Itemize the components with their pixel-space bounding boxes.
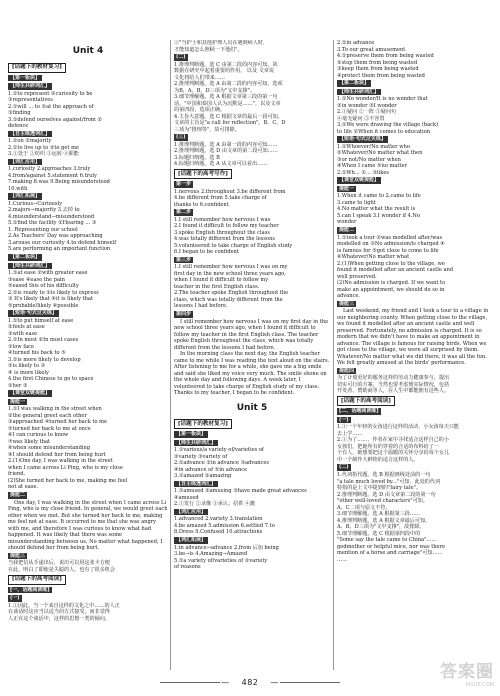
sub-heading: 【第二板块】 [10,253,41,260]
answer-line: defence [8,123,29,130]
answer-line: to life ②When it comes to education [337,128,431,135]
answer-line: 3.①defend ourselves against/from ② [8,116,102,123]
answer-line: ⑧when some misunderstanding [8,445,91,452]
answer-line: 4.No matter what the result is [337,206,416,213]
answer-line: 2.I found it difficult to follow my teacher [174,223,279,230]
sub-heading-row [337,226,493,235]
answer-line: 3.①is more likely to develop [8,356,81,363]
answer-line: ⑥Whatever/No matter what [337,254,410,261]
sub-heading-row [174,53,330,62]
answer-line: friend. [8,471,26,478]
answer-line: is famous for ⑤got close to come to life [337,247,439,254]
answer-line: 去上学…… [337,430,363,437]
sub-heading: (一) [339,416,349,423]
sub-heading: [二、话题阅读练] [339,408,379,415]
answer-line: 2.①is ready to ②is likely to express [8,289,99,296]
page-number: — 482 — [221,678,279,687]
answer-line: ⑥I can curious to know [8,432,69,439]
answer-line: modelled on ③No admission/is charged ④ [337,241,445,248]
sub-heading: 【第二板块】 [339,80,370,86]
answer-line: ②her ③ [8,382,28,389]
unit-title: Unit 4 [72,46,104,56]
sub-heading-row [337,367,493,376]
sub-heading: 【第一板块】 [176,431,207,438]
answer-line: 当我把信从手递出后，说出可以用这张卡方便 [8,560,110,567]
answer-line: 2.(1)When getting close to the village, we [337,260,445,267]
answer-line: 10.with [8,185,28,192]
sub-heading: 【课堂双链提能】 [10,390,51,397]
answer-line: 3.came to light [337,199,376,206]
answer-line: 2.①Wh... ②... ③likes [337,169,390,176]
answer-line: not at ease. [8,484,39,491]
answer-line: 才能知道怎么照顾一下他们"。 [174,46,243,53]
answer-line: ②feels at ease [8,324,45,331]
answer-line: ④in advance of ⑤in advance [174,466,248,473]
answer-line: …… [337,556,348,563]
answer-line: 中一个制作大鲜艳的适合这样的人。 [337,456,419,463]
sub-heading: 【词汇应用】 [176,508,207,515]
sub-heading-row [8,158,168,167]
answer-line: 1.①on ②majority [8,138,52,145]
section-heading: [话题下的教材复习] [174,419,232,429]
sub-heading-row [8,309,168,318]
answer-line: 开发者、赞助商等人，在人生中都能拥有这些人。 [337,388,450,395]
sub-heading: 【自主练透词汇】 [176,480,217,487]
answer-line: lessons I had before. [174,303,228,310]
answer-line: make an appointment, we should do so in [337,286,445,293]
page-number-text: 482 [241,678,259,687]
answer-line: 1.When it came to 2.came to life [337,193,421,200]
answer-line: 2.As Teachers' Day was approaching [8,233,103,240]
answer-line: mention of a horse and carriage"可知…… [337,550,443,557]
answer-line: ③representatives [8,97,53,104]
answer-paragraph: One day, I was walking in the street when I came across Li Ping, who is my close friend. In general, we would greet each other when we met. But she turned her back to me, making me feel not at ease. It occurred to me that she was angry with me, and therefore I was curious to know what had happened. It was likely that there was some misunderstanding between us. No matter what happened, I should defend her from being hurt. [8,499,168,552]
answer-line: 1.①Whoever/No matter who [337,143,410,150]
answer-line: ④protect them from being wasted [337,72,425,79]
sub-heading-row [8,398,168,407]
answer-line: 1.代词指代题。选 B 根据画线处前的一句 [337,472,431,479]
answer-line: 1.I still remember how nervous I was [174,216,271,223]
answer-line: when I found it difficult to follow my [174,277,269,284]
answer-paragraph: Last weekend, my friend and I took a tour to a village in our neighboring county. When getting close to the village, we found it modelled after an ancient castle and well preserved. Fortunately, no admission is charged. It is so modern that we didn't have to make an appointment in advance. The village is famous for raising birds. When we got close to the village, we were all surprised by them. Whatever/No matter what we did there, it was all the fun. We felt greatly amused at the birds' performance. [337,308,489,367]
answer-line: 1.①amused ②amusing ③have made great advances [174,488,307,495]
answer-line: 3.①We were drawing the village (back) [337,122,439,129]
answer-paragraph: I still remember how nervous I was on my first day in the new school three years ago, when I found it difficult to follow my teacher in the first English class. The teacher spoke English throughout the class, which was totally different from the lessons I had before. [174,318,329,351]
answer-line: 5.can I speak 3.I wonder if 4.No [337,212,420,219]
answer-line: "Some say the tale came to China"…… [337,537,437,544]
sub-heading: 【师生共研词汇】 [10,262,51,269]
sub-heading: 【课堂双链提能】 [339,177,380,184]
answer-line: ⑨I should defend her from being hurt [8,451,106,458]
sub-heading: 第四步 [176,310,192,317]
sub-heading: 提能三 [339,300,355,307]
answer-line: A、B、D三项为"文中支撑"，故排除。 [337,524,425,531]
sub-heading: 【师生共研词汇】 [339,88,380,95]
sub-heading-row [8,130,168,139]
watermark-subtext: MXQE.COM [465,682,494,688]
sub-heading-row [337,88,493,97]
sub-heading: 【短语·句式过关练】 [339,136,386,143]
answer-line: 个有人，她想要把这个温暖的关怀分享给每个女儿 [337,450,450,457]
sub-heading-row [337,463,493,472]
answer-line: ④turned his back to ⑤ [8,350,66,357]
section-heading-row [174,168,330,181]
answer-line: "a tale much loved by..."可知，此处的代词 [337,478,441,485]
sub-heading: (三) [176,134,186,141]
answer-paragraph: In the morning class the next day, the English teacher came to me while I was reading the text aloud on the stairs. After listening to me for a while, she gave me a big smile and said she liked my voice very much. The smile shone on the whole day and following days. A week later, I volunteered to take charge of English study of my class. Thanks to my teacher, I began to be confident. [174,351,330,397]
sub-heading: 第一步 [176,181,192,188]
sub-heading-row [174,180,330,189]
answer-line: 三项为"推理等"，故可排除。 [174,126,240,133]
answer-line: ③or not/No matter when [337,156,401,163]
answer-line: 5.细节理解题。选 C 根据第四段中的 [337,530,421,537]
answer-line: 1.①various/a variety of/varieties of [174,447,264,454]
sub-heading-row [174,310,330,319]
answer-line: 4.①preserve them from being wasted [337,53,434,59]
answer-line: 2.①in advance [337,40,375,46]
sub-heading: 【词汇拓展】 [176,536,207,543]
sub-heading: 【词汇拓展】 [10,193,41,200]
answer-line: when I came across Li Ping, who is my close [8,464,123,471]
answer-line: 2.①为了……，作者在家中寻找适合这样自己的小 [337,437,449,444]
answer-line: 5.①find the facility ②Hearing ... ③ [8,220,97,227]
sub-heading: 【师生共研词汇】 [176,439,217,446]
sub-heading: (二) [176,54,186,60]
answer-line: 4.misunderstand→misunderstood [8,213,95,220]
answer-line: 8.Dress 9.Confused 10.attractions [174,529,263,536]
sub-heading-row [174,480,330,489]
answer-line: 的第四段，选项正确。 [174,107,225,114]
answer-line: 1.①to represent ②curiosity to be [8,90,93,97]
answer-line: 1.①因此，当一个来自这样的文化之中……的人正 [8,602,120,609]
answer-line: well preserved. [337,273,377,280]
answer-line: 1.推理判断题。选 A 由第一段的内容可知…… [174,141,278,148]
answer-line: godmother or helpful mice, nor was there [337,543,445,550]
answer-line: 1.①一个年轻的女孩进行这样的活动，小女孩每天只能 [337,424,460,431]
section-heading: [话题下的高考阅读] [337,396,395,406]
sub-heading-row [337,185,493,194]
answer-line: 6.I began to be confident [174,249,239,256]
answer-line: 3.arouse our curiosity 4.to defend himself [8,239,117,246]
answer-line: ⑦was likely that [8,438,51,445]
section-heading: [话题下的高考阅读] [8,575,66,585]
answer-line: ②variety ③variety of [174,453,228,460]
answer-line: 2.①In most ②In most cases [8,337,79,344]
sub-heading-row [174,439,330,448]
sub-heading-row [174,133,330,142]
watermark-logo [440,657,494,688]
answer-line: ②the general greet each other [8,412,87,419]
answer-line: 3.To our great amusement [337,46,406,53]
answer-line: 3.be→is 4.Amazing→Amazed [174,551,248,558]
sub-heading: 【第一板块】 [10,74,41,81]
answer-line: 2.The teacher spoke English throughout the [174,290,289,297]
sub-heading-row [174,430,330,439]
sub-heading-row [174,536,330,545]
answer-line: 特指的是上文中提到的"fairy tale"。 [337,485,421,492]
sub-heading-row [337,176,493,185]
answer-line: 5.①a variety of/varieties of ②variety [174,557,268,564]
answer-line: 1.curiosity 2.approaches 3.truly [8,166,91,173]
answer-line: advance. [337,293,360,300]
answer-line: A、C二项与原文不符。 [337,504,391,511]
answer-line: 4.from/against 5.statement 6.truly [8,172,97,179]
sub-heading-row [8,389,168,398]
answer-line: 1.Curious→Curiously [8,200,63,207]
answer-line: 1.in advance→advance 2.from 后加 being [174,544,279,551]
section-heading-row [8,573,168,586]
answer-line: ⑤probable/likely ⑥possible [8,302,79,309]
sub-heading: (二) [339,464,349,471]
answer-line: 为了计划更好的服务这样的劳动力健康参与、提出 [337,375,450,382]
answer-line: 2.①to live up to ②to get me [8,144,79,151]
column-left [8,40,168,670]
answer-line: (2)No admission is charged. If we want to [337,280,446,287]
answer-line: 1.①to put himself at ease [8,317,74,324]
answer-line: 文化将给人们带来…… [174,74,225,81]
answer-line: 2.①疑问 ②一阵 ③疑问句 [337,109,397,116]
answer-line: 1.I still remember how nervous I was on my [174,264,288,271]
answer-line: ③keep them from being wasted [337,66,419,72]
answer-line: thanks to 6.confident [174,201,229,208]
sub-heading: 提能四 [339,367,355,374]
answer-line: 2.①will ... to ②at the approach of [8,103,94,110]
sub-heading-row [8,253,168,262]
answer-line: 1.①I was walking in the street when [8,406,102,413]
answer-line: 2.推理判断题。选 A 由第二段的内容可知，选项 [174,81,283,88]
sub-heading: 提能三 [10,552,26,559]
answer-line: 话，"中国和泰国人认为沉默是……"，以及文章 [174,100,281,107]
answer-line: 3.spoke English throughout the class [174,229,270,236]
sub-heading-row [8,552,168,561]
sub-heading-row [8,74,168,83]
answer-line: ③low face [8,343,35,350]
answer-line: found it modelled after an ancient castle and [337,267,454,274]
answer-line: 文章的主旨是"a call for reflection"。B、C、D [174,120,286,127]
answer-line: 5.are performing an important function [8,246,111,253]
section-heading: [话题下的高考写作] [174,169,232,179]
answer-line: 3.细节理解题。选 A 根据第三段…… [337,511,421,518]
answer-line: 4.推理判断题。选 A 根据文章最后可知。 [337,517,431,524]
watermark-text: 答案圈 [440,662,494,682]
answer-line: 人正在这个谈话中，这样的思想一类的倾向。 [8,615,110,622]
answer-line: ③approached ④turned her back to me [8,419,107,426]
answer-line: 为B，A，B，D三项为"文中支撑"。 [174,87,256,94]
answer-line: 数据在研究中起着重要的作用。 以及 文章说 [174,68,275,75]
sub-heading: 【自主练透词汇】 [10,130,51,137]
answer-line: 1. Representing our school [8,226,78,233]
sub-heading: 第二步 [176,209,192,216]
sub-heading-row [174,208,330,217]
answer-line: 3.①处于 ②纺织 ③运转 ④职能 [8,151,79,158]
sub-heading-row [8,262,168,271]
answer-line: 2.①发行 ②录像 ③承认；招供 ④激 [174,501,256,508]
sub-heading-row [8,586,168,595]
answer-line: 3.①amazed ②amazing [174,473,232,480]
answer-line: 4.the first Chinese to go to space [8,376,94,383]
answer-line: ④amused [174,494,199,501]
answer-line: teacher in the first English class. [174,283,260,290]
column-middle [170,40,330,670]
answer-line: 1.nervous 2.throughout 3.be different from [174,188,286,195]
sub-heading-row [337,300,493,309]
answer-line: 在此，明白了即使是失聪的人，也有了很多机会 [8,566,115,573]
answer-line: ④ is more likely [8,369,49,376]
answer-line: ⑤turned her back to me at once [8,425,91,432]
answer-line: 2.(1)One day, I was walking in the street [8,458,113,465]
sub-heading: 提能二 [339,226,355,233]
section-heading-row [337,395,493,408]
answer-line: ②is likely to ③ [8,363,46,370]
sub-heading-row [337,407,493,416]
sub-heading: (一) [10,595,20,602]
sub-heading-row [8,594,168,603]
sub-heading: [一、话题阅读练] [10,586,50,593]
sub-heading: 提能一 [10,398,26,405]
answer-line: 1.①No wonder/It is no wonder that [337,96,428,103]
sub-heading-row [337,79,493,88]
sub-heading-row [8,491,168,500]
answer-line: ③ It's likely that ④it is likely that [8,296,94,303]
answer-line: ③with ease [8,330,38,337]
answer-line: 2.①advance ②in advance ③advances [174,460,270,467]
answer-line: 切实可行的方案，当然也要考虑到实际情况，包括 [337,381,450,388]
answer-line: 4.be different from 5.take charge of [174,195,267,202]
unit-title: Unit 5 [236,402,268,413]
sub-heading-row [337,135,493,144]
answer-line: 1.advanced 2.variety 3.translation [174,516,263,523]
answer-line: ⑤eased this of his difficulty [8,283,79,290]
answer-line: first day in the new school three years ago, [174,270,286,277]
answer-line: 1.①took a tour ②was modelled after/was [337,234,443,241]
answer-line: 7.making 8.was 9.Being misunderstood [8,179,110,186]
answer-line: 4.标题归纳题。选 A 从文章可以看出…… [174,161,268,168]
sub-heading-row [8,192,168,201]
sub-heading: 提能二 [10,491,26,498]
answer-line: 女孩们，把她所有的穿着的合适的布料给了一 [337,443,439,450]
sub-heading: 【词汇应用】 [10,158,41,165]
answer-line: 3.细节理解题。选 A 根据文章第三段的第一句 [174,94,278,101]
answer-line: ②"当护士和其他护理人员在遇到病人时， [174,40,269,46]
answer-line: of reasons [174,564,201,571]
sub-heading: 提能一 [339,185,355,192]
answer-line: 4.was totally different from the lessons [174,236,275,243]
answer-line: 1.①at ease ②with greater ease [8,270,88,277]
answer-line: 2.推理判断题。选 D 由文章的第二段可知…… [174,148,278,155]
answer-line: ④When I came ⑤no matter [337,163,407,170]
answer-line: 4.be amazed 5.admission 6.settled 7.to [174,522,275,529]
sub-heading-row [8,82,168,91]
sub-heading: 【师生共研词汇】 [10,83,51,90]
answer-line: 5.volunteered to take charge of English study [174,242,293,249]
answer-line: 在谈话时这应当以适当的方式接受，而非觉得 [8,609,110,616]
answer-line: class, which was totally different from the [174,296,283,303]
sub-heading: 第三步 [176,256,192,263]
sub-heading-row [174,508,330,517]
answer-line: 2.推理判断题。选 D 由文章第二段的第一句 [337,491,436,498]
sub-heading-row [174,256,330,265]
answer-line: ③ease ④ease the pain [8,276,65,283]
answer-line: "other well-loved characters"可知。 [337,498,428,505]
sub-heading: 【短语·句式过关练】 [10,310,57,317]
answer-line: ④毫无疑问 ⑤不容置 [337,115,385,122]
answer-line: 3.标题归纳题。选 B [174,154,220,161]
answer-line: 4.主旨大意题。选 C 根据文章的最后一段可知， [174,113,283,120]
column-right [333,40,493,670]
answer-line: ②stop them from being wasted [337,59,418,66]
section-heading: [话题下的教材复习] [8,63,66,73]
answer-line: ③finding [8,110,31,117]
answer-line: wonder [337,219,357,226]
answer-line: ②in wonder ③I wonder [337,102,397,109]
answer-line: ②Whatever/No matter what then [337,150,423,157]
answer-line: 2.majors→majority 3.去掉 to [8,207,80,214]
answer-line: 1.推理判断题。选 C 由第二段的内容可知，故 [174,61,278,68]
section-heading-row [174,418,330,431]
answer-line: (2)She turned her back to me, making me feel [8,477,128,484]
section-heading-row [8,61,168,74]
